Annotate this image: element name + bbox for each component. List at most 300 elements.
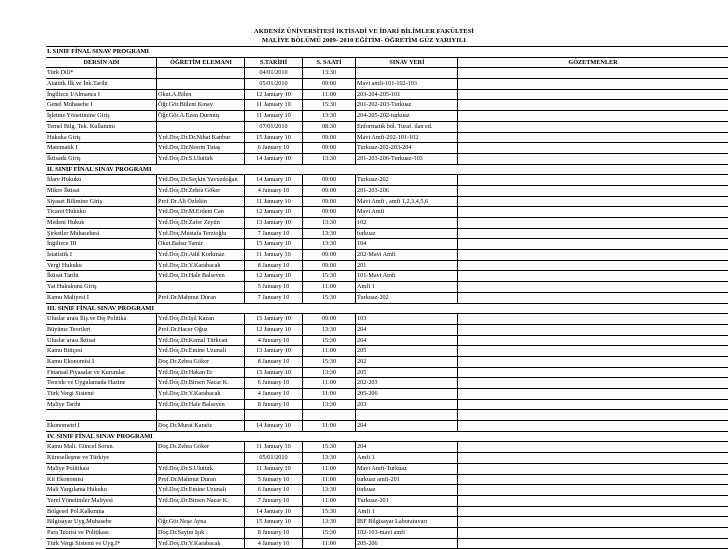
table-row: [46, 453, 728, 464]
table-row: [46, 421, 728, 432]
column-header-row: [46, 58, 728, 69]
course-name-cell: Vergi Hukuku: [47, 261, 82, 269]
table-row: [46, 357, 728, 368]
course-name-cell: İngilizce I/Almanca I: [47, 90, 100, 98]
table-row: [46, 496, 728, 507]
table-row: [46, 293, 728, 304]
proctor-cell: [457, 261, 728, 271]
course-name-cell: İktisada Giriş: [47, 154, 81, 162]
exam-time-cell: 15:30: [302, 442, 355, 452]
proctor-cell: [457, 282, 728, 292]
exam-room-cell: 104: [355, 239, 457, 249]
table-row: [46, 389, 728, 400]
proctor-cell: [457, 293, 728, 303]
exam-room-cell: Enformatik böl. Turaf. ilan ed.: [355, 122, 457, 132]
exam-time-cell: 11:00: [302, 378, 355, 388]
table-row: [46, 261, 728, 272]
proctor-cell: [457, 368, 728, 378]
document-title: AKDENİZ ÜNİVERSİTESİ İKTİSADİ VE İDARİ BİLİMLER FAKÜLTESİ: [253, 28, 475, 35]
instructor-cell: Yrd.Doç.Dr.Emine Uzunali: [156, 346, 244, 356]
table-row: [46, 218, 728, 229]
instructor-cell: Doç.Dr.Zehra Göker: [156, 442, 244, 452]
instructor-cell: [156, 453, 244, 463]
course-name-cell: İşletme Yönetimine Giriş: [47, 112, 110, 120]
table-row: [46, 250, 728, 261]
instructor-cell: Öğr.Gör.Bülent Kınay: [156, 100, 244, 110]
exam-time-cell: 11:00: [302, 475, 355, 485]
exam-date-cell: 6 January 10: [244, 143, 302, 153]
instructor-cell: Yrd.Doç.Dr.Emine Uzunali: [156, 485, 244, 495]
course-name-cell: Mali Yargılama Hukuku: [47, 486, 107, 494]
course-name-cell: Türk Vergi Sistemi: [47, 390, 94, 397]
exam-date-cell: 12 January 10: [244, 207, 302, 217]
proctor-cell: [457, 539, 728, 549]
proctor-cell: [457, 239, 728, 249]
course-name-cell: Yat Hukukuna Giriş: [47, 283, 97, 291]
exam-time-cell: 15:30: [302, 507, 355, 517]
exam-date-cell: 15 January 10: [244, 368, 302, 378]
exam-date-cell: 4 January 10: [244, 336, 302, 346]
exam-date-cell: 8 January 10: [244, 357, 302, 367]
exam-room-cell: 102: [355, 218, 457, 228]
exam-room-cell: turkuaz: [355, 485, 457, 495]
exam-time-cell: 11:00: [302, 389, 355, 399]
course-name-cell: Türk Vergi Sistemi ve Uyg.I*: [47, 539, 121, 547]
table-row: [46, 207, 728, 218]
course-name-cell: Genel Muhasebe I: [47, 101, 93, 109]
exam-room-cell: 201: [355, 261, 457, 271]
table-row: [46, 229, 728, 240]
exam-room-cell: 205-206: [355, 389, 457, 399]
proctor-cell: [457, 485, 728, 495]
exam-time-cell: 13:30: [302, 368, 355, 378]
course-name-cell: Kamu Maliyesi I: [47, 293, 89, 301]
table-row: [46, 539, 728, 549]
exam-time-cell: 13:30: [302, 111, 355, 121]
instructor-cell: Okut.Bahar Tamir: [156, 239, 244, 249]
course-name-cell: İktisat Tarihi: [47, 272, 79, 280]
instructor-cell: Okut.A.Bilen: [156, 90, 244, 100]
exam-room-cell: turkuaz: [355, 229, 457, 239]
proctor-cell: [457, 250, 728, 260]
proctor-cell: [457, 207, 728, 217]
exam-time-cell: 15:30: [302, 357, 355, 367]
exam-date-cell: 7 January 10: [244, 293, 302, 303]
table-row: [46, 79, 728, 90]
exam-time-cell: [302, 410, 355, 420]
exam-room-cell: Mavi Amfi-Turkuaz: [355, 464, 457, 474]
exam-room-cell: 201-203-206: [355, 186, 457, 196]
section-title-row: [46, 165, 728, 176]
exam-room-cell: 202-Mavi Amfi: [355, 250, 457, 260]
proctor-cell: [457, 528, 728, 538]
exam-room-cell: [355, 410, 457, 420]
instructor-cell: Doç.Dr.Sayim Işık: [156, 528, 244, 538]
exam-date-cell: 7 January 10: [244, 229, 302, 239]
proctor-cell: [457, 346, 728, 356]
exam-time-cell: 13:30: [302, 154, 355, 164]
exam-date-cell: 11 January 10: [244, 100, 302, 110]
course-name-cell: Atatürk İlk.ve İnk.Tarihi: [47, 80, 108, 88]
exam-time-cell: 09:00: [302, 79, 355, 89]
exam-date-cell: 05/01/2010: [244, 79, 302, 89]
exam-room-cell: Turkuaz-202-203-204: [355, 143, 457, 153]
exam-time-cell: 11:00: [302, 496, 355, 506]
proctor-cell: [457, 100, 728, 110]
course-name-cell: İngilizce III: [47, 240, 77, 248]
instructor-cell: Yrd.Doç.Dr.Birsen Nacar K.: [156, 496, 244, 506]
column-header-yer: SINAV YERİ: [355, 58, 457, 68]
instructor-cell: Yrd.Doç.Dr.Hale Balseven: [156, 271, 244, 281]
table-row: [46, 68, 728, 79]
exam-date-cell: 4 January 10: [244, 539, 302, 549]
document-subtitle: MALİYE BÖLÜMÜ 2009- 2010 EĞİTİM- ÖĞRETİM GÜZ YARIYILI: [262, 37, 466, 44]
proctor-cell: [457, 271, 728, 281]
exam-room-cell: Amfi 1: [355, 507, 457, 517]
instructor-cell: Yrd.Doç.Dr.Seçkin Yavuzdoğan: [156, 175, 244, 185]
table-row: [46, 271, 728, 282]
course-name-cell: Kamu Bütçesi: [47, 347, 83, 355]
exam-time-cell: 11:00: [302, 282, 355, 292]
exam-date-cell: 11 January 10: [244, 111, 302, 121]
exam-time-cell: 13:30: [302, 68, 355, 78]
table-row: [46, 410, 728, 421]
table-row: [46, 175, 728, 186]
exam-time-cell: 13:30: [302, 239, 355, 249]
exam-schedule-table: [46, 46, 728, 549]
exam-room-cell: 204: [355, 336, 457, 346]
exam-room-cell: Turkuaz-202: [355, 175, 457, 185]
column-header-saat: S. SAATİ: [302, 58, 355, 68]
instructor-cell: [156, 410, 244, 420]
instructor-cell: Yrd.Doç.Dr.Y.Karabacak: [156, 261, 244, 271]
exam-date-cell: 8 January 10: [244, 400, 302, 410]
exam-date-cell: 13 January 10: [244, 346, 302, 356]
exam-time-cell: 15:30: [302, 271, 355, 281]
proctor-cell: [457, 90, 728, 100]
exam-room-cell: Mavi Amfi: [355, 207, 457, 217]
exam-room-cell: Mavi Amfi , amfi 1,2,3,4,5,6: [355, 197, 457, 207]
exam-date-cell: 11 January 10: [244, 464, 302, 474]
course-name-cell: Maliye Tarihi: [47, 400, 81, 408]
section-title: III. SINIF FİNAL SINAV PROGRAMI: [47, 304, 154, 312]
exam-room-cell: 204: [355, 325, 457, 335]
instructor-cell: [156, 282, 244, 292]
instructor-cell: Prof.Dr.Ali Özlekin: [156, 197, 244, 207]
exam-room-cell: Mavi amfi-101-102-103: [355, 79, 457, 89]
exam-time-cell: 09:00: [302, 186, 355, 196]
table-row: [46, 346, 728, 357]
exam-time-cell: 13:30: [302, 453, 355, 463]
proctor-cell: [457, 133, 728, 143]
exam-date-cell: 6 January 10: [244, 378, 302, 388]
section-title: I. SINIF FİNAL SINAV PROGRAMI: [47, 48, 149, 55]
exam-time-cell: 15:30: [302, 293, 355, 303]
proctor-cell: [457, 517, 728, 527]
section-title: IV. SINIF FİNAL SINAV PROGRAMI: [47, 432, 153, 440]
proctor-cell: [457, 218, 728, 228]
exam-time-cell: 09:00: [302, 207, 355, 217]
exam-time-cell: 15:30: [302, 336, 355, 346]
course-name-cell: Kit Ekonomisi: [47, 475, 84, 483]
course-name-cell: Kamu Mali. Güncel Sorun.: [47, 443, 115, 451]
proctor-cell: [457, 389, 728, 399]
exam-time-cell: 11:00: [302, 421, 355, 431]
section-title-row: [46, 304, 728, 315]
instructor-cell: Yrd.Doç.Dr.Işıl Kazan: [156, 314, 244, 324]
table-row: [46, 122, 728, 133]
table-row: [46, 143, 728, 154]
instructor-cell: Yrd.Doç.Dr.Y.Karabacak: [156, 389, 244, 399]
section-title: II. SINIF FİNAL SINAV PROGRAMI: [47, 165, 152, 173]
course-name-cell: Maliye Politikası: [47, 464, 90, 472]
table-row: [46, 111, 728, 122]
proctor-cell: [457, 79, 728, 89]
exam-time-cell: 15:30: [302, 100, 355, 110]
instructor-cell: [156, 68, 244, 78]
exam-date-cell: 12 January 10: [244, 90, 302, 100]
proctor-cell: [457, 442, 728, 452]
instructor-cell: Doç.Dr.Zehra Göker: [156, 357, 244, 367]
instructor-cell: Yrd.Doç.Dr.Zehra Göker: [156, 186, 244, 196]
exam-time-cell: 11:00: [302, 539, 355, 549]
instructor-cell: Yrd.Doç.Dr.Dr.Nihat Kanbur: [156, 133, 244, 143]
proctor-cell: [457, 186, 728, 196]
proctor-cell: [457, 336, 728, 346]
exam-time-cell: 08:30: [302, 122, 355, 132]
exam-date-cell: 14 January 10: [244, 507, 302, 517]
table-row: [46, 239, 728, 250]
proctor-cell: [457, 314, 728, 324]
proctor-cell: [457, 475, 728, 485]
proctor-cell: [457, 496, 728, 506]
exam-time-cell: 11:00: [302, 90, 355, 100]
table-row: [46, 90, 728, 101]
proctor-cell: [457, 357, 728, 367]
exam-date-cell: 8 January 10: [244, 261, 302, 271]
exam-room-cell: 201-203-206-Turkuaz-103: [355, 154, 457, 164]
instructor-cell: Doç.Dr.Murat Karaöz: [156, 421, 244, 431]
exam-room-cell: 103: [355, 314, 457, 324]
exam-date-cell: 13 January 10: [244, 218, 302, 228]
proctor-cell: [457, 507, 728, 517]
course-name-cell: Temel Bilg. Tek. Kullanımı: [47, 122, 115, 130]
exam-time-cell: 09:00: [302, 250, 355, 260]
exam-room-cell: Turkuaz-201: [355, 496, 457, 506]
column-header-ders: DERSİN ADI: [83, 58, 120, 66]
exam-room-cell: 204: [355, 421, 457, 431]
table-row: [46, 336, 728, 347]
exam-date-cell: 14 January 10: [244, 175, 302, 185]
exam-date-cell: [244, 410, 302, 420]
exam-room-cell: Mavi Amfi-202-101-102: [355, 133, 457, 143]
proctor-cell: [457, 143, 728, 153]
exam-room-cell: İBF Bilgisayar Laboratuvarı: [355, 517, 457, 527]
exam-room-cell: Turkuaz-202: [355, 293, 457, 303]
exam-room-cell: 204: [355, 442, 457, 452]
exam-time-cell: 13:30: [302, 485, 355, 495]
exam-date-cell: 15 January 10: [244, 133, 302, 143]
table-row: [46, 517, 728, 528]
exam-date-cell: 14 January 10: [244, 154, 302, 164]
exam-room-cell: 203: [355, 400, 457, 410]
exam-time-cell: 09:00: [302, 175, 355, 185]
exam-time-cell: 13:30: [302, 218, 355, 228]
exam-room-cell: 203-204-205-101: [355, 90, 457, 100]
proctor-cell: [457, 122, 728, 132]
course-name-cell: İstatistik I: [47, 251, 72, 259]
column-header-ogretim: ÖĞRETİM ELEMANI: [156, 58, 244, 68]
exam-room-cell: 202-203: [355, 378, 457, 388]
proctor-cell: [457, 111, 728, 121]
exam-room-cell: [355, 68, 457, 78]
table-row: [46, 282, 728, 293]
exam-room-cell: Amfi 1: [355, 453, 457, 463]
table-row: [46, 100, 728, 111]
instructor-cell: Yrd.Doç.Dr.Hakan Er: [156, 368, 244, 378]
proctor-cell: [457, 175, 728, 185]
instructor-cell: [156, 79, 244, 89]
table-row: [46, 368, 728, 379]
course-name-cell: Hukuka Giriş: [47, 133, 81, 141]
exam-date-cell: 6 January 10: [244, 485, 302, 495]
instructor-cell: Öğr.Gör.Neşe Ayna: [156, 517, 244, 527]
exam-date-cell: 15 January 10: [244, 239, 302, 249]
proctor-cell: [457, 325, 728, 335]
table-row: [46, 475, 728, 486]
instructor-cell: Yrd.Doç.Dr.Nesrin Tutaş: [156, 143, 244, 153]
exam-date-cell: 5 January 10: [244, 475, 302, 485]
exam-room-cell: Amfi 1: [355, 282, 457, 292]
exam-room-cell: 204-205-202-turkuaz: [355, 111, 457, 121]
exam-date-cell: 11 January 10: [244, 197, 302, 207]
exam-date-cell: 11 January 10: [244, 442, 302, 452]
instructor-cell: Yrd.Doç.Dr.Kemal Türkcan: [156, 336, 244, 346]
exam-date-cell: 04/01/2010: [244, 68, 302, 78]
proctor-cell: [457, 229, 728, 239]
proctor-cell: [457, 154, 728, 164]
table-row: [46, 133, 728, 144]
proctor-cell: [457, 464, 728, 474]
instructor-cell: Yrd.Doç.Mustafa Terzioğlu: [156, 229, 244, 239]
course-name-cell: Siyaset Bilimine Giriş: [47, 197, 102, 205]
exam-room-cell: 202: [355, 357, 457, 367]
table-row: [46, 325, 728, 336]
exam-room-cell: 101-Mavi Amfi: [355, 271, 457, 281]
course-name-cell: Uluslar arası İktisat: [47, 336, 96, 344]
column-header-gozetmen: GÖZETMENLER: [457, 58, 728, 68]
exam-time-cell: 13:30: [302, 325, 355, 335]
table-row: [46, 442, 728, 453]
section-title-row: [46, 47, 728, 58]
course-name-cell: Finansal Piyasalar ve Kurumlar: [47, 368, 126, 376]
exam-date-cell: 8 January 10: [244, 528, 302, 538]
instructor-cell: Yrd.Doç.Dr.Hale Balseven: [156, 400, 244, 410]
exam-date-cell: 15 January 10: [244, 517, 302, 527]
exam-time-cell: 13:30: [302, 400, 355, 410]
proctor-cell: [457, 378, 728, 388]
exam-date-cell: 7 January 10: [244, 496, 302, 506]
exam-time-cell: 13:30: [302, 517, 355, 527]
instructor-cell: Yrd.Doç.Dr.Y.Karabacak: [156, 539, 244, 549]
proctor-cell: [457, 400, 728, 410]
table-row: [46, 464, 728, 475]
instructor-cell: Prof.Dr.Mahmut Duran: [156, 293, 244, 303]
course-name-cell: Büyüme Teorileri: [47, 325, 91, 333]
instructor-cell: [156, 122, 244, 132]
table-row: [46, 197, 728, 208]
table-row: [46, 154, 728, 165]
exam-date-cell: 4 January 10: [244, 186, 302, 196]
exam-date-cell: 14 January 10: [244, 421, 302, 431]
exam-date-cell: 12 January 10: [244, 271, 302, 281]
exam-time-cell: 13:30: [302, 229, 355, 239]
exam-time-cell: 11:00: [302, 346, 355, 356]
course-name-cell: Ticaret Hukuku: [47, 208, 86, 216]
exam-time-cell: 09:00: [302, 314, 355, 324]
table-row: [46, 378, 728, 389]
proctor-cell: [457, 197, 728, 207]
table-row: [46, 507, 728, 518]
column-header-tarih: S.TARİHİ: [244, 58, 302, 68]
exam-room-cell: 205: [355, 368, 457, 378]
table-row: [46, 186, 728, 197]
instructor-cell: Yrd.Doç.Dr.S.Ulutürk: [156, 464, 244, 474]
instructor-cell: Prof.Dr.Mahmut Duran: [156, 475, 244, 485]
exam-room-cell: 102-103-mavi amfi: [355, 528, 457, 538]
course-name-cell: Medeni Hukuk: [47, 219, 85, 226]
course-name-cell: Bölgesel Pol.Kalkınma: [47, 507, 105, 515]
exam-date-cell: 12 January 10: [244, 325, 302, 335]
instructor-cell: Yrd.Doç.Dr.M.Erdem Can: [156, 207, 244, 217]
course-name-cell: Küreselleşme ve Türkiye: [47, 454, 110, 462]
exam-time-cell: 15:30: [302, 528, 355, 538]
exam-date-cell: 07/01/2010: [244, 122, 302, 132]
exam-date-cell: 15 January 10: [244, 314, 302, 324]
exam-room-cell: 201-202-203-Turkuaz: [355, 100, 457, 110]
course-name-cell: Yerel Yönetimler Maliyesi: [47, 496, 113, 504]
proctor-cell: [457, 421, 728, 431]
exam-time-cell: 09:00: [302, 133, 355, 143]
exam-time-cell: 09:00: [302, 197, 355, 207]
course-name-cell: [46, 410, 156, 420]
instructor-cell: Prof.Dr.Hacer Oğuz: [156, 325, 244, 335]
instructor-cell: Yrd.Doç.Dr.S.Ulutürk: [156, 154, 244, 164]
course-name-cell: Mikro İktisat: [47, 186, 80, 194]
course-name-cell: Uluslar arası İliş.ve Dış Politika: [47, 315, 127, 323]
table-row: [46, 485, 728, 496]
instructor-cell: Öğr.Gör.A.Ezen Durmuş: [156, 111, 244, 121]
exam-time-cell: 09:00: [302, 143, 355, 153]
proctor-cell: [457, 68, 728, 78]
course-name-cell: Matematik I: [47, 144, 78, 152]
table-row: [46, 314, 728, 325]
exam-room-cell: 205: [355, 346, 457, 356]
course-name-cell: Türk Dili*: [47, 69, 74, 77]
exam-room-cell: turkuaz amfi-201: [355, 475, 457, 485]
course-name-cell: Teoride ve Uygulamada Hazine: [47, 379, 126, 387]
table-row: [46, 528, 728, 539]
instructor-cell: Yrd.Doç.Dr.Birsen Nacar K.: [156, 378, 244, 388]
proctor-cell: [457, 453, 728, 463]
course-name-cell: Kamu Ekonomisi I: [47, 357, 95, 365]
instructor-cell: [156, 507, 244, 517]
exam-time-cell: 11:00: [302, 464, 355, 474]
table-row: [46, 400, 728, 411]
exam-date-cell: 05/01/2010: [244, 453, 302, 463]
instructor-cell: Yrd.Doç.Dr.Adil Korkmaz: [156, 250, 244, 260]
course-name-cell: Bilgisayar Uyg.Muhasebe: [47, 518, 112, 526]
